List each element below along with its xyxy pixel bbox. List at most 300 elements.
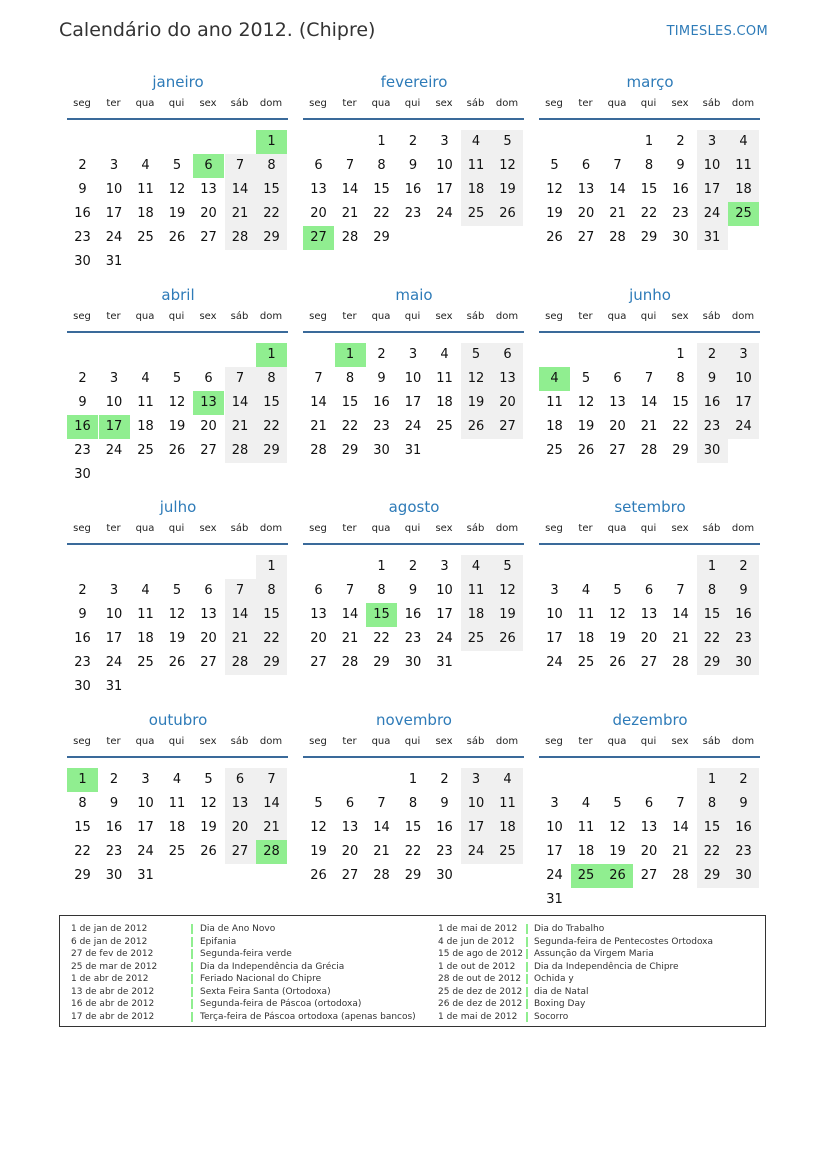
day-cell[interactable]: 12 [168,182,186,197]
day-cell[interactable]: 12 [461,367,492,391]
day-cell[interactable]: 28 [609,230,626,245]
day-cell[interactable]: 22 [640,206,658,221]
day-cell[interactable]: 28 [672,655,689,670]
day-cell[interactable]: 9 [377,371,386,386]
day-cell[interactable]: 10 [137,796,154,811]
day-cell[interactable]: 29 [341,443,359,458]
day-cell[interactable]: 9 [78,395,87,410]
day-cell[interactable]: 23 [74,443,91,458]
day-cell[interactable]: 4 [141,158,150,173]
day-cell[interactable]: 24 [436,206,453,221]
day-cell[interactable]: 12 [310,820,327,835]
day-cell[interactable]: 11 [492,792,523,816]
day-cell[interactable]: 22 [373,631,390,646]
day-cell[interactable]: 28 [341,655,359,670]
day-cell[interactable]: 30 [728,651,759,675]
day-cell[interactable]: 30 [436,868,453,883]
day-cell[interactable]: 12 [609,820,626,835]
day-cell[interactable]: 26 [609,655,626,670]
day-cell[interactable]: 2 [109,772,119,787]
day-cell[interactable]: 17 [404,395,422,410]
day-cell[interactable]: 16 [105,820,123,835]
day-cell[interactable]: 10 [546,607,563,622]
day-cell[interactable]: 8 [256,367,287,391]
day-cell[interactable]: 16 [74,206,91,221]
day-cell[interactable]: 17 [436,182,453,197]
day-cell[interactable]: 25 [546,443,563,458]
day-cell[interactable]: 11 [137,395,154,410]
day-cell[interactable]: 31 [697,226,728,250]
day-cell[interactable]: 6 [204,583,213,598]
day-cell[interactable]: 4 [440,347,449,362]
day-cell[interactable]: 26 [492,627,523,651]
day-cell[interactable]: 18 [137,631,154,646]
day-cell[interactable]: 13 [200,182,217,197]
day-cell[interactable]: 20 [310,206,327,221]
day-cell[interactable]: 22 [256,627,287,651]
day-cell[interactable]: 11 [577,607,595,622]
day-cell[interactable]: 18 [492,816,523,840]
day-cell[interactable]: 29 [256,226,287,250]
day-cell[interactable]: 3 [109,371,119,386]
day-cell[interactable]: 27 [640,868,658,883]
day-cell[interactable]: 18 [168,820,186,835]
day-cell[interactable]: 21 [672,844,689,859]
day-cell[interactable]: 4 [492,768,523,792]
day-cell[interactable]: 28 [310,443,327,458]
holiday-day-cell[interactable]: 1 [67,768,98,792]
day-cell[interactable]: 1 [377,134,386,149]
day-cell[interactable]: 20 [310,631,327,646]
day-cell[interactable]: 3 [440,134,449,149]
day-cell[interactable]: 19 [168,419,186,434]
day-cell[interactable]: 18 [546,419,563,434]
day-cell[interactable]: 10 [461,792,492,816]
day-cell[interactable]: 5 [172,371,182,386]
day-cell[interactable]: 4 [141,583,150,598]
day-cell[interactable]: 2 [697,343,728,367]
day-cell[interactable]: 9 [109,796,119,811]
day-cell[interactable]: 18 [461,603,492,627]
day-cell[interactable]: 23 [404,206,422,221]
day-cell[interactable]: 28 [341,230,359,245]
day-cell[interactable]: 3 [697,130,728,154]
day-cell[interactable]: 23 [672,206,689,221]
day-cell[interactable]: 15 [256,391,287,415]
day-cell[interactable]: 14 [256,792,287,816]
day-cell[interactable]: 21 [640,419,658,434]
day-cell[interactable]: 6 [581,158,591,173]
day-cell[interactable]: 26 [577,443,595,458]
day-cell[interactable]: 4 [172,772,182,787]
day-cell[interactable]: 13 [577,182,595,197]
day-cell[interactable]: 31 [137,868,154,883]
day-cell[interactable]: 26 [461,415,492,439]
day-cell[interactable]: 27 [609,443,626,458]
day-cell[interactable]: 19 [200,820,217,835]
day-cell[interactable]: 15 [640,182,658,197]
day-cell[interactable]: 5 [172,583,182,598]
day-cell[interactable]: 25 [577,655,595,670]
day-cell[interactable]: 14 [373,820,390,835]
day-cell[interactable]: 7 [377,796,386,811]
day-cell[interactable]: 5 [314,796,323,811]
day-cell[interactable]: 26 [200,844,217,859]
day-cell[interactable]: 31 [105,254,123,269]
day-cell[interactable]: 2 [408,134,418,149]
day-cell[interactable]: 31 [105,679,123,694]
day-cell[interactable]: 16 [404,607,422,622]
day-cell[interactable]: 9 [697,367,728,391]
day-cell[interactable]: 21 [341,206,359,221]
day-cell[interactable]: 4 [728,130,759,154]
day-cell[interactable]: 6 [204,371,213,386]
day-cell[interactable]: 18 [728,178,759,202]
holiday-day-cell[interactable]: 6 [193,154,224,178]
day-cell[interactable]: 22 [672,419,689,434]
day-cell[interactable]: 11 [461,579,492,603]
day-cell[interactable]: 27 [225,840,256,864]
day-cell[interactable]: 29 [256,651,287,675]
holiday-day-cell[interactable]: 15 [366,603,397,627]
day-cell[interactable]: 18 [577,631,595,646]
day-cell[interactable]: 29 [672,443,689,458]
day-cell[interactable]: 19 [609,631,626,646]
day-cell[interactable]: 31 [546,892,563,907]
day-cell[interactable]: 4 [461,130,492,154]
day-cell[interactable]: 30 [74,679,91,694]
day-cell[interactable]: 6 [644,583,654,598]
day-cell[interactable]: 6 [492,343,523,367]
day-cell[interactable]: 24 [461,840,492,864]
day-cell[interactable]: 20 [492,391,523,415]
day-cell[interactable]: 29 [373,655,390,670]
day-cell[interactable]: 2 [377,347,386,362]
day-cell[interactable]: 2 [728,555,759,579]
day-cell[interactable]: 19 [168,206,186,221]
day-cell[interactable]: 8 [377,158,386,173]
day-cell[interactable]: 21 [225,202,256,226]
day-cell[interactable]: 29 [697,864,728,888]
day-cell[interactable]: 7 [676,583,685,598]
day-cell[interactable]: 5 [461,343,492,367]
day-cell[interactable]: 27 [310,655,327,670]
day-cell[interactable]: 8 [256,579,287,603]
day-cell[interactable]: 6 [225,768,256,792]
day-cell[interactable]: 24 [546,868,563,883]
day-cell[interactable]: 23 [373,419,390,434]
day-cell[interactable]: 27 [577,230,595,245]
day-cell[interactable]: 6 [613,371,622,386]
day-cell[interactable]: 1 [676,347,685,362]
day-cell[interactable]: 31 [436,655,453,670]
day-cell[interactable]: 24 [105,443,123,458]
day-cell[interactable]: 20 [577,206,595,221]
day-cell[interactable]: 23 [436,844,453,859]
day-cell[interactable]: 15 [672,395,689,410]
day-cell[interactable]: 23 [728,627,759,651]
day-cell[interactable]: 20 [640,631,658,646]
day-cell[interactable]: 6 [644,796,654,811]
day-cell[interactable]: 22 [373,206,390,221]
day-cell[interactable]: 15 [697,816,728,840]
day-cell[interactable]: 15 [404,820,422,835]
day-cell[interactable]: 5 [613,583,622,598]
day-cell[interactable]: 20 [225,816,256,840]
day-cell[interactable]: 23 [105,844,123,859]
day-cell[interactable]: 10 [105,395,123,410]
day-cell[interactable]: 21 [341,631,359,646]
day-cell[interactable]: 27 [341,868,359,883]
day-cell[interactable]: 16 [404,182,422,197]
day-cell[interactable]: 15 [373,182,390,197]
day-cell[interactable]: 13 [640,820,658,835]
day-cell[interactable]: 22 [74,844,91,859]
day-cell[interactable]: 29 [256,439,287,463]
day-cell[interactable]: 30 [105,868,123,883]
day-cell[interactable]: 26 [492,202,523,226]
day-cell[interactable]: 30 [74,467,91,482]
day-cell[interactable]: 19 [546,206,563,221]
day-cell[interactable]: 17 [105,206,123,221]
day-cell[interactable]: 12 [168,607,186,622]
day-cell[interactable]: 10 [105,182,123,197]
day-cell[interactable]: 14 [225,391,256,415]
holiday-day-cell[interactable]: 13 [193,391,224,415]
day-cell[interactable]: 27 [200,655,217,670]
day-cell[interactable]: 1 [644,134,654,149]
day-cell[interactable]: 9 [676,158,685,173]
day-cell[interactable]: 11 [461,154,492,178]
day-cell[interactable]: 3 [550,583,559,598]
day-cell[interactable]: 30 [728,864,759,888]
day-cell[interactable]: 3 [408,347,418,362]
day-cell[interactable]: 9 [78,182,87,197]
day-cell[interactable]: 2 [78,158,87,173]
day-cell[interactable]: 25 [137,655,154,670]
day-cell[interactable]: 6 [345,796,355,811]
day-cell[interactable]: 30 [697,439,728,463]
day-cell[interactable]: 30 [672,230,689,245]
day-cell[interactable]: 2 [728,768,759,792]
day-cell[interactable]: 7 [345,583,355,598]
day-cell[interactable]: 17 [697,178,728,202]
day-cell[interactable]: 14 [341,607,359,622]
day-cell[interactable]: 5 [492,555,523,579]
day-cell[interactable]: 19 [310,844,327,859]
day-cell[interactable]: 29 [404,868,422,883]
day-cell[interactable]: 23 [74,230,91,245]
day-cell[interactable]: 18 [577,844,595,859]
day-cell[interactable]: 24 [436,631,453,646]
day-cell[interactable]: 18 [436,395,453,410]
day-cell[interactable]: 27 [492,415,523,439]
day-cell[interactable]: 5 [492,130,523,154]
day-cell[interactable]: 13 [640,607,658,622]
day-cell[interactable]: 4 [141,371,150,386]
day-cell[interactable]: 13 [341,820,359,835]
day-cell[interactable]: 10 [697,154,728,178]
day-cell[interactable]: 27 [200,443,217,458]
day-cell[interactable]: 19 [577,419,595,434]
day-cell[interactable]: 8 [345,371,355,386]
day-cell[interactable]: 25 [492,840,523,864]
day-cell[interactable]: 20 [640,844,658,859]
day-cell[interactable]: 7 [644,371,654,386]
day-cell[interactable]: 28 [225,439,256,463]
day-cell[interactable]: 10 [728,367,759,391]
day-cell[interactable]: 12 [168,395,186,410]
day-cell[interactable]: 29 [640,230,658,245]
day-cell[interactable]: 19 [492,178,523,202]
day-cell[interactable]: 7 [345,158,355,173]
day-cell[interactable]: 21 [609,206,626,221]
day-cell[interactable]: 16 [74,631,91,646]
day-cell[interactable]: 9 [408,158,418,173]
day-cell[interactable]: 8 [697,792,728,816]
day-cell[interactable]: 25 [168,844,186,859]
day-cell[interactable]: 7 [314,371,323,386]
brand-link[interactable]: TIMESLES.COM [666,24,768,39]
day-cell[interactable]: 12 [577,395,595,410]
day-cell[interactable]: 14 [672,820,689,835]
day-cell[interactable]: 16 [436,820,453,835]
day-cell[interactable]: 3 [550,796,559,811]
day-cell[interactable]: 9 [408,583,418,598]
day-cell[interactable]: 4 [581,796,591,811]
day-cell[interactable]: 21 [225,627,256,651]
day-cell[interactable]: 17 [546,631,563,646]
day-cell[interactable]: 19 [461,391,492,415]
day-cell[interactable]: 29 [373,230,390,245]
holiday-day-cell[interactable]: 4 [539,367,570,391]
day-cell[interactable]: 10 [436,158,453,173]
day-cell[interactable]: 9 [728,579,759,603]
day-cell[interactable]: 18 [137,206,154,221]
holiday-day-cell[interactable]: 25 [571,864,602,888]
holiday-day-cell[interactable]: 1 [256,343,287,367]
day-cell[interactable]: 10 [404,371,422,386]
day-cell[interactable]: 11 [546,395,563,410]
day-cell[interactable]: 19 [492,603,523,627]
day-cell[interactable]: 8 [676,371,685,386]
day-cell[interactable]: 15 [256,603,287,627]
holiday-day-cell[interactable]: 16 [67,415,98,439]
day-cell[interactable]: 20 [200,419,217,434]
holiday-day-cell[interactable]: 17 [99,415,130,439]
day-cell[interactable]: 12 [492,154,523,178]
day-cell[interactable]: 21 [373,844,390,859]
day-cell[interactable]: 23 [728,840,759,864]
day-cell[interactable]: 30 [373,443,390,458]
day-cell[interactable]: 22 [256,415,287,439]
day-cell[interactable]: 25 [461,202,492,226]
day-cell[interactable]: 24 [105,655,123,670]
day-cell[interactable]: 17 [461,816,492,840]
day-cell[interactable]: 26 [168,655,186,670]
day-cell[interactable]: 15 [697,603,728,627]
day-cell[interactable]: 14 [225,603,256,627]
day-cell[interactable]: 14 [341,182,359,197]
day-cell[interactable]: 5 [581,371,591,386]
day-cell[interactable]: 18 [461,178,492,202]
day-cell[interactable]: 3 [109,158,119,173]
day-cell[interactable]: 30 [404,655,422,670]
day-cell[interactable]: 24 [546,655,563,670]
day-cell[interactable]: 13 [310,607,327,622]
day-cell[interactable]: 8 [408,796,418,811]
day-cell[interactable]: 13 [225,792,256,816]
day-cell[interactable]: 7 [225,367,256,391]
day-cell[interactable]: 9 [78,607,87,622]
day-cell[interactable]: 23 [74,655,91,670]
day-cell[interactable]: 28 [225,651,256,675]
day-cell[interactable]: 13 [200,607,217,622]
day-cell[interactable]: 24 [137,844,154,859]
holiday-day-cell[interactable]: 27 [303,226,334,250]
day-cell[interactable]: 25 [137,443,154,458]
day-cell[interactable]: 16 [672,182,689,197]
day-cell[interactable]: 2 [408,559,418,574]
day-cell[interactable]: 2 [676,134,685,149]
day-cell[interactable]: 26 [546,230,563,245]
holiday-day-cell[interactable]: 28 [256,840,287,864]
day-cell[interactable]: 4 [581,583,591,598]
day-cell[interactable]: 24 [697,202,728,226]
day-cell[interactable]: 18 [137,419,154,434]
day-cell[interactable]: 12 [492,579,523,603]
day-cell[interactable]: 22 [341,419,359,434]
holiday-day-cell[interactable]: 26 [602,864,633,888]
day-cell[interactable]: 14 [640,395,658,410]
day-cell[interactable]: 1 [408,772,418,787]
day-cell[interactable]: 22 [697,840,728,864]
day-cell[interactable]: 4 [461,555,492,579]
day-cell[interactable]: 7 [225,579,256,603]
day-cell[interactable]: 3 [440,559,449,574]
day-cell[interactable]: 1 [377,559,386,574]
day-cell[interactable]: 8 [78,796,87,811]
day-cell[interactable]: 6 [314,158,323,173]
day-cell[interactable]: 1 [697,555,728,579]
day-cell[interactable]: 29 [74,868,91,883]
day-cell[interactable]: 16 [728,603,759,627]
day-cell[interactable]: 16 [728,816,759,840]
day-cell[interactable]: 2 [78,583,87,598]
day-cell[interactable]: 17 [436,607,453,622]
day-cell[interactable]: 20 [200,206,217,221]
day-cell[interactable]: 5 [204,772,213,787]
day-cell[interactable]: 21 [672,631,689,646]
day-cell[interactable]: 28 [373,868,390,883]
day-cell[interactable]: 11 [137,607,154,622]
day-cell[interactable]: 5 [172,158,182,173]
day-cell[interactable]: 23 [404,631,422,646]
day-cell[interactable]: 21 [310,419,327,434]
day-cell[interactable]: 1 [697,768,728,792]
day-cell[interactable]: 17 [105,631,123,646]
day-cell[interactable]: 3 [728,343,759,367]
day-cell[interactable]: 21 [225,415,256,439]
day-cell[interactable]: 2 [78,371,87,386]
day-cell[interactable]: 31 [404,443,422,458]
day-cell[interactable]: 10 [105,607,123,622]
day-cell[interactable]: 7 [613,158,622,173]
holiday-day-cell[interactable]: 1 [335,343,366,367]
day-cell[interactable]: 12 [546,182,563,197]
day-cell[interactable]: 15 [256,178,287,202]
day-cell[interactable]: 13 [492,367,523,391]
